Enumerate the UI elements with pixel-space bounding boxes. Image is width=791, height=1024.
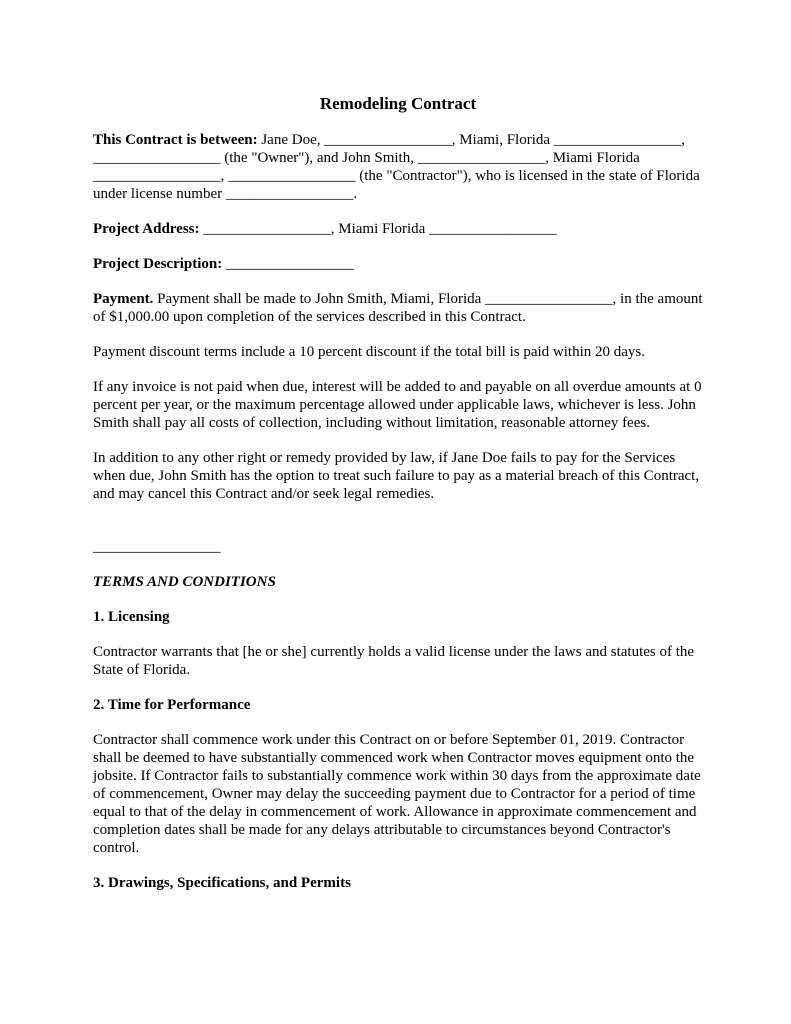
project-address-label: Project Address:: [93, 221, 200, 237]
payment-text: Payment shall be made to John Smith, Miami, Florida _________________, in the amount of $1,000.00 upon completion of the services described in this Contract.: [93, 291, 703, 325]
section-body-licensing: Contractor warrants that [he or she] currently holds a valid license under the laws and statutes of the State of Florida.: [93, 644, 695, 678]
discount-terms-paragraph: Payment discount terms include a 10 percent discount if the total bill is paid within 20 days.: [93, 344, 645, 360]
document-title: Remodeling Contract: [319, 94, 477, 113]
interest-terms-paragraph: If any invoice is not paid when due, interest will be added to and payable on all overdue amounts at 0 percent per year, or the maximum percentage allowed under applicable laws, whichever is less. John Smith shall pay all costs of collection, including without limitation, reasonable attorney fees.: [93, 379, 702, 431]
section-heading-licensing: 1. Licensing: [93, 609, 170, 625]
section-body-time-for-performance: Contractor shall commence work under this Contract on or before September 01, 2019. Contractor shall be deemed to have substantially commenced work when Contractor moves equipment onto the jobsite. If Contractor fails to substantially commence work within 30 days from the approximate date of commencement, Owner may delay the succeeding payment due to Contractor for a period of time equal to that of the delay in commencement of work. Allowance in approximate commencement and completion dates shall be made for any delays attributable to circumstances beyond Contractor's control.: [93, 732, 701, 856]
terms-heading: TERMS AND CONDITIONS: [93, 574, 276, 590]
signature-line: _________________: [93, 539, 221, 555]
parties-text: Jane Doe, _________________, Miami, Florida _________________, _________________ (the "Owner"), and John Smith, _________________, Miami Florida _________________, _________________ (the "Contractor"), who is licensed in the state of Florida under license number _________________.: [93, 132, 700, 202]
parties-label: This Contract is between:: [93, 132, 258, 148]
project-description-label: Project Description:: [93, 256, 223, 272]
section-heading-time-for-performance: 2. Time for Performance: [93, 697, 251, 713]
remedy-terms-paragraph: In addition to any other right or remedy provided by law, if Jane Doe fails to pay for the Services when due, John Smith has the option to treat such failure to pay as a material breach of this Contract, and may cancel this Contract and/or seek legal remedies.: [93, 450, 700, 502]
project-description-paragraph: [93, 255, 703, 273]
project-address-text: _________________, Miami Florida _________________: [199, 221, 557, 237]
payment-paragraph: [93, 290, 703, 326]
section-heading-drawings: 3. Drawings, Specifications, and Permits: [93, 875, 351, 891]
project-description-text: _________________: [222, 256, 354, 272]
payment-label: Payment.: [93, 291, 154, 307]
parties-paragraph: [93, 131, 703, 203]
document-page: [93, 94, 703, 909]
project-address-paragraph: [93, 220, 703, 238]
